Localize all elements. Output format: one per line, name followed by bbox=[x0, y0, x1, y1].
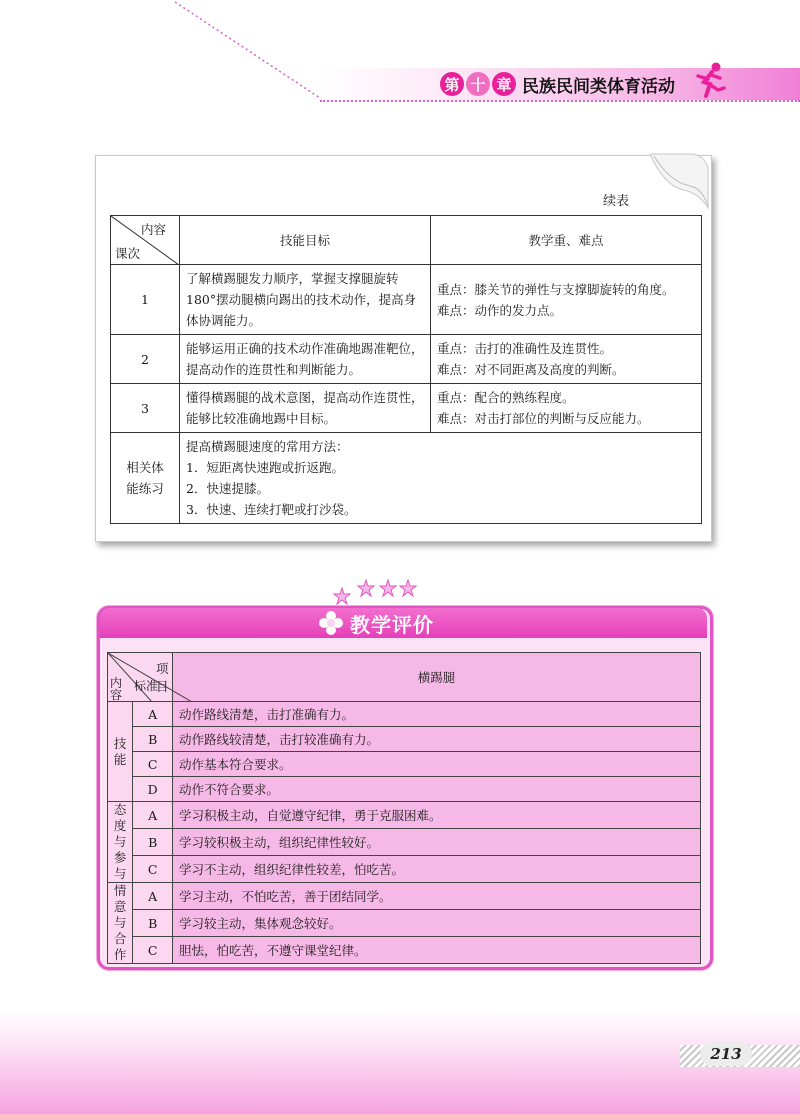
fitness-item: 1．短距离快速跑或折返跑。 bbox=[186, 460, 344, 475]
focus-difficulty: 难点：对不同距离及高度的判断。 bbox=[437, 362, 625, 377]
eval-desc: 动作基本符合要求。 bbox=[173, 752, 701, 777]
eval-corner-item: 项目 bbox=[156, 661, 169, 694]
table-row bbox=[108, 752, 701, 777]
eval-level: D bbox=[133, 777, 173, 802]
eval-group-label bbox=[108, 802, 133, 883]
fitness-label-text: 相关体能练习 bbox=[126, 460, 164, 496]
header-dotted-line bbox=[320, 100, 800, 102]
continued-label: 续表 bbox=[603, 194, 630, 209]
fitness-row bbox=[111, 433, 702, 524]
eval-corner-standard: 标准 bbox=[134, 679, 159, 693]
eval-level: B bbox=[133, 727, 173, 752]
header-dotted-diagonal bbox=[175, 0, 325, 104]
runner-icon bbox=[690, 60, 730, 100]
focus-cell bbox=[431, 265, 702, 335]
table-row bbox=[108, 802, 701, 829]
corner-top-label: 内容 bbox=[141, 222, 167, 237]
table-row bbox=[108, 829, 701, 856]
eval-level: B bbox=[133, 829, 173, 856]
eval-level: B bbox=[133, 910, 173, 937]
focus-cell bbox=[431, 384, 702, 433]
table-row bbox=[108, 777, 701, 802]
eval-level: A bbox=[133, 702, 173, 727]
eval-group-name: 技能 bbox=[113, 735, 127, 767]
eval-desc: 学习不主动，组织纪律性较差，怕吃苦。 bbox=[173, 856, 701, 883]
flower-icon bbox=[318, 610, 344, 636]
lesson-cell: 2 bbox=[111, 335, 180, 384]
col-skill-header: 技能目标 bbox=[180, 216, 431, 265]
skill-cell: 懂得横踢腿的战术意图，提高动作连贯性，能够比较准确地踢中目标。 bbox=[180, 384, 431, 433]
table-row bbox=[108, 937, 701, 964]
table-row bbox=[108, 910, 701, 937]
page-curl-icon bbox=[650, 150, 712, 212]
lesson-cell: 3 bbox=[111, 384, 180, 433]
eval-desc: 动作不符合要求。 bbox=[173, 777, 701, 802]
eval-desc: 动作路线较清楚，击打较准确有力。 bbox=[173, 727, 701, 752]
eval-desc: 学习较主动，集体观念较好。 bbox=[173, 910, 701, 937]
eval-group-name: 情意与合作 bbox=[113, 883, 127, 962]
evaluation-title: 教学评价 bbox=[350, 613, 434, 637]
skill-cell: 能够运用正确的技术动作准确地踢准靶位，提高动作的连贯性和判断能力。 bbox=[180, 335, 431, 384]
table-row bbox=[111, 265, 702, 335]
chapter-title: 民族民间类体育活动 bbox=[522, 76, 675, 97]
table-row bbox=[111, 335, 702, 384]
fitness-item: 3．快速、连续打靶或打沙袋。 bbox=[186, 502, 357, 517]
star-icon bbox=[330, 578, 420, 606]
focus-difficulty: 难点：对击打部位的判断与反应能力。 bbox=[437, 411, 650, 426]
page-number: 213 bbox=[700, 1042, 752, 1066]
fitness-label bbox=[111, 433, 180, 524]
skills-table bbox=[110, 215, 702, 524]
fitness-intro: 提高横踢腿速度的常用方法： bbox=[186, 439, 349, 454]
table-row bbox=[108, 702, 701, 727]
focus-key: 重点：膝关节的弹性与支撑脚旋转的角度。 bbox=[437, 281, 675, 297]
focus-difficulty: 难点：动作的发力点。 bbox=[437, 302, 563, 318]
fitness-item: 2．快速提膝。 bbox=[186, 481, 269, 496]
chapter-badge: 十 bbox=[466, 72, 490, 96]
eval-level: A bbox=[133, 802, 173, 829]
chapter-heading bbox=[440, 70, 675, 98]
table-row bbox=[108, 856, 701, 883]
corner-header-cell bbox=[111, 216, 180, 265]
eval-corner-content: 内容 bbox=[110, 676, 123, 702]
evaluation-table bbox=[107, 652, 701, 964]
eval-desc: 动作路线清楚，击打准确有力。 bbox=[173, 702, 701, 727]
table-row bbox=[108, 727, 701, 752]
fitness-content bbox=[180, 433, 702, 524]
focus-key: 重点：配合的熟练程度。 bbox=[437, 390, 575, 405]
col-focus-header: 教学重、难点 bbox=[431, 216, 702, 265]
table-row bbox=[108, 883, 701, 910]
eval-desc: 胆怯，怕吃苦，不遵守课堂纪律。 bbox=[173, 937, 701, 964]
evaluation-header-row bbox=[108, 653, 701, 702]
eval-desc: 学习积极主动，自觉遵守纪律，勇于克服困难。 bbox=[173, 802, 701, 829]
eval-level: C bbox=[133, 856, 173, 883]
eval-desc: 学习主动，不怕吃苦，善于团结同学。 bbox=[173, 883, 701, 910]
chapter-badge: 章 bbox=[492, 72, 516, 96]
focus-cell bbox=[431, 335, 702, 384]
eval-level: A bbox=[133, 883, 173, 910]
eval-corner-cell bbox=[108, 653, 173, 702]
table-row bbox=[111, 384, 702, 433]
eval-group-label bbox=[108, 702, 133, 802]
skill-cell: 了解横踢腿发力顺序，掌握支撑腿旋转180°摆动腿横向踢出的技术动作，提高身体协调能力。 bbox=[180, 265, 431, 335]
eval-group-name: 态度与参与 bbox=[113, 802, 127, 881]
focus-key: 重点：击打的准确性及连贯性。 bbox=[437, 341, 613, 356]
eval-col-header: 横踢腿 bbox=[173, 653, 701, 702]
corner-bottom-label: 课次 bbox=[115, 246, 141, 261]
skills-header-row bbox=[111, 216, 702, 265]
eval-group-label bbox=[108, 883, 133, 964]
eval-level: C bbox=[133, 937, 173, 964]
eval-level: C bbox=[133, 752, 173, 777]
eval-desc: 学习较积极主动，组织纪律性较好。 bbox=[173, 829, 701, 856]
chapter-badge: 第 bbox=[440, 72, 464, 96]
lesson-cell: 1 bbox=[111, 265, 180, 335]
